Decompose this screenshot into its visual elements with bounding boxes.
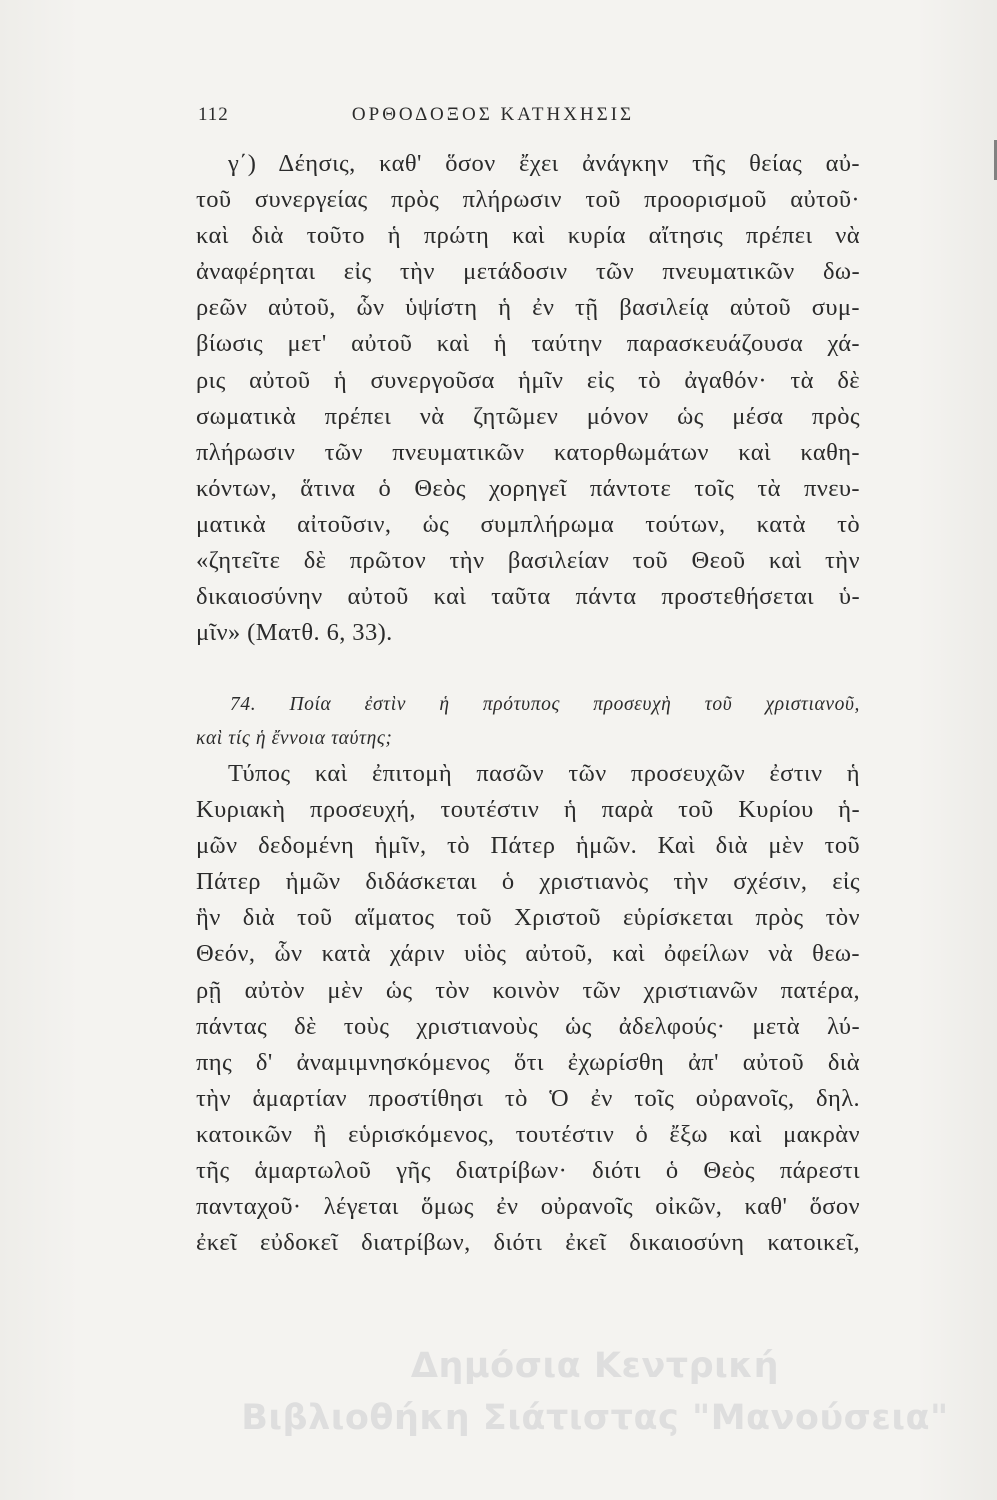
text-line: ἐκεῖ εὐδοκεῖ διατρίβων, διότι ἐκεῖ δικαιοσύνη κατοικεῖ, [196, 1229, 860, 1257]
text-line: Θεόν, ὧν κατὰ χάριν υἱὸς αὐτοῦ, καὶ ὀφείλων νὰ θεω- [196, 940, 860, 968]
text-line: σωματικὰ πρέπει νὰ ζητῶμεν μόνον ὡς μέσα πρὸς [196, 402, 860, 430]
answer-74 [196, 756, 860, 1261]
text-line: ρεῶν αὐτοῦ, ὧν ὑψίστη ἡ ἐν τῇ βασιλείᾳ αὐτοῦ συμ- [196, 294, 860, 322]
text-line: ρῇ αὐτὸν μὲν ὡς τὸν κοινὸν τῶν χριστιανῶν πατέρα, [196, 976, 860, 1004]
watermark-line: Βιβλιοθήκη Σιάτιστας "Μανούσεια" [241, 1398, 949, 1438]
text-line: Κυριακὴ προσευχή, τουτέστιν ἡ παρὰ τοῦ Κυρίου ἡ- [196, 796, 860, 824]
page-number: 112 [198, 104, 229, 125]
watermark-line: Δημόσια Κεντρική [410, 1346, 780, 1386]
text-line: ρις αὐτοῦ ἡ συνεργοῦσα ἡμῖν εἰς τὸ ἀγαθόν· τὰ δὲ [196, 366, 860, 394]
text-line: καὶ διὰ τοῦτο ἡ πρώτη καὶ κυρία αἴτησις πρέπει νὰ [196, 222, 860, 250]
text-line: γ΄) Δέησις, καθ' ὅσον ἔχει ἀνάγκην τῆς θείας αὐ- [228, 150, 860, 177]
text-line: τῆς ἁμαρτωλοῦ γῆς διατρίβων· διότι ὁ Θεὸς πάρεστι [196, 1157, 860, 1185]
text-line: Τύπος καὶ ἐπιτομὴ πασῶν τῶν προσευχῶν ἐστιν ἡ [228, 760, 860, 787]
text-line: ματικὰ αἰτοῦσιν, ὡς συμπλήρωμα τούτων, κατὰ τὸ [196, 510, 860, 538]
text-line: κατοικῶν ἢ εὑρισκόμενος, τουτέστιν ὁ ἔξω καὶ μακρὰν [196, 1120, 860, 1148]
text-line: βίωσις μετ' αὐτοῦ καὶ ἡ ταύτην παρασκευάζουσα χά- [196, 330, 860, 358]
text-line: «ζητεῖτε δὲ πρῶτον τὴν βασιλείαν τοῦ Θεοῦ καὶ τὴν [196, 547, 860, 575]
text-line: τὴν ἁμαρτίαν προστίθησι τὸ Ὁ ἐν τοῖς οὐρανοῖς, δηλ. [196, 1084, 860, 1112]
text-line: πάντας δὲ τοὺς χριστιανοὺς ὡς ἀδελφούς· μετὰ λύ- [196, 1012, 860, 1040]
library-watermark [200, 1340, 990, 1444]
running-title: ΟΡΘΟΔΟΞΟΣ ΚΑΤΗΧΗΣΙΣ [351, 104, 635, 125]
question-74 [196, 688, 860, 756]
text-line: πλήρωσιν τῶν πνευματικῶν κατορθωμάτων καὶ καθη- [196, 438, 860, 466]
text-line: μῶν δεδομένη ἡμῖν, τὸ Πάτερ ἡμῶν. Καὶ διὰ μὲν τοῦ [196, 832, 860, 860]
text-line: μῖν» (Ματθ. 6, 33). [196, 619, 393, 647]
page-header [198, 104, 788, 134]
text-line: δικαιοσύνην αὐτοῦ καὶ ταῦτα πάντα προστεθήσεται ὑ- [196, 583, 860, 611]
text-line: πης δ' ἀναμιμνησκόμενος ὅτι ἐχωρίσθη ἀπ' αὐτοῦ διὰ [196, 1048, 860, 1076]
text-line: τοῦ συνεργείας πρὸς πλήρωσιν τοῦ προορισμοῦ αὐτοῦ· [196, 186, 860, 214]
paragraph-c [196, 146, 860, 651]
text-line: ἀναφέρηται εἰς τὴν μετάδοσιν τῶν πνευματικῶν δω- [196, 258, 860, 286]
text-line: πανταχοῦ· λέγεται ὅμως ἐν οὐρανοῖς οἰκῶν, καθ' ὅσον [196, 1193, 860, 1221]
text-line: Πάτερ ἡμῶν διδάσκεται ὁ χριστιανὸς τὴν σχέσιν, εἰς [196, 868, 860, 896]
question-line: καὶ τίς ἡ ἔννοια ταύτης; [196, 728, 393, 749]
text-line: κόντων, ἅτινα ὁ Θεὸς χορηγεῖ πάντοτε τοῖς τὰ πνευ- [196, 474, 860, 502]
question-line: 74. Ποία ἐστὶν ἡ πρότυπος προσευχὴ τοῦ χριστιανοῦ, [230, 694, 860, 715]
text-line: ἣν διὰ τοῦ αἵματος τοῦ Χριστοῦ εὑρίσκεται πρὸς τὸν [196, 904, 860, 932]
